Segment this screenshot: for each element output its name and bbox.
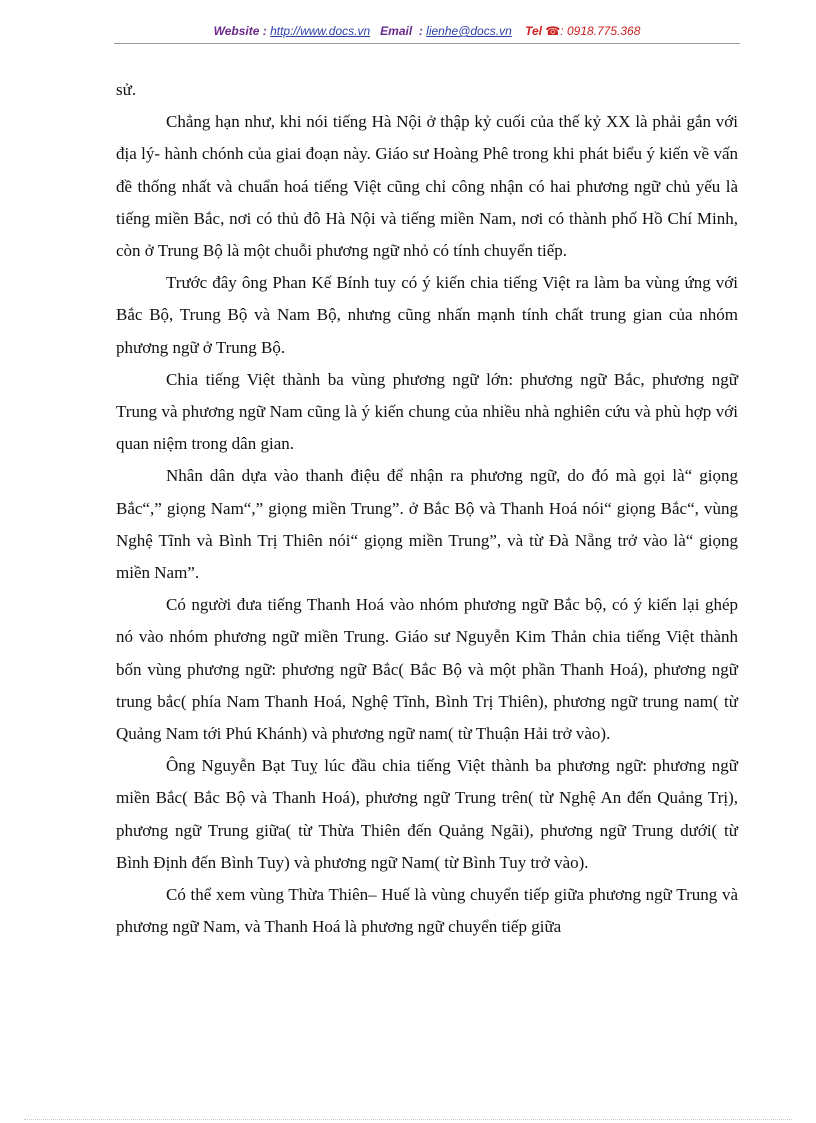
email-separator: : (418, 24, 423, 38)
paragraph: Ông Nguyễn Bạt Tuỵ lúc đầu chia tiếng Việt thành ba phương ngữ: phương ngữ miền Bắc( Bắc Bộ và Thanh Hoá), phương ngữ Trung trên( từ Nghệ An đến Quảng Trị), phương ngữ Trung giữa( từ Thừa Thiên đến Quảng Ngãi), phương ngữ Trung dưới( từ Bình Định đến Bình Tuy) và phương ngữ Nam( từ Bình Tuy trở vào). (116, 756, 738, 872)
paragraph: Chia tiếng Việt thành ba vùng phương ngữ lớn: phương ngữ Bắc, phương ngữ Trung và phương ngữ Nam cũng là ý kiến chung của nhiều nhà nghiên cứu và phù hợp với quan niệm trong dân gian. (116, 369, 738, 454)
header-divider (114, 43, 740, 44)
tel-label: Tel (525, 24, 542, 38)
paragraph: Trước đây ông Phan Kế Bính tuy có ý kiến chia tiếng Việt ra làm ba vùng ứng với Bắc Bộ, Trung Bộ và Nam Bộ, nhưng cũng nhấn mạnh tính chất trung gian của nhóm phương ngữ ở Trung Bộ. (116, 273, 738, 357)
page-bottom-border (24, 1119, 792, 1120)
paragraph: Có người đưa tiếng Thanh Hoá vào nhóm phương ngữ Bắc bộ, có ý kiến lại ghép nó vào nhóm phương ngữ miền Trung. Giáo sư Nguyễn Kim Thản chia tiếng Việt thành bốn vùng phương ngữ: phương ngữ Bắc( Bắc Bộ và một phần Thanh Hoá), phương ngữ trung bắc( phía Nam Thanh Hoá, Nghệ Tĩnh, Bình Trị Thiên), phương ngữ trung nam( từ Quảng Nam tới Phú Khánh) và phương ngữ nam( từ Thuận Hải trở vào). (116, 595, 738, 744)
paragraph: Nhân dân dựa vào thanh điệu để nhận ra phương ngữ, do đó mà gọi là“ giọng Bắc“,” giọng Nam“,” giọng miền Trung”. ở Bắc Bộ và Thanh Hoá nói“ giọng Bắc“, vùng Nghệ Tĩnh và Bình Trị Thiên nói“ giọng miền Trung”, và từ Đà Nẵng trở vào là“ giọng miền Nam”. (116, 466, 738, 583)
email-label: Email (380, 24, 413, 38)
email-link[interactable]: lienhe@docs.vn (426, 24, 512, 38)
phone-number: : 0918.775.368 (560, 24, 641, 38)
document-body (116, 74, 738, 943)
website-link[interactable]: http://www.docs.vn (270, 24, 371, 38)
page-header (114, 24, 740, 38)
phone-icon: ☎ (545, 24, 561, 38)
website-label: Website : (213, 24, 267, 38)
paragraph: Có thể xem vùng Thừa Thiên– Huế là vùng chuyển tiếp giữa phương ngữ Trung và phương ngữ Nam, và Thanh Hoá là phương ngữ chuyển tiếp giữa (116, 885, 738, 937)
paragraph: Chẳng hạn như, khi nói tiếng Hà Nội ở thập kỷ cuối của thế kỷ XX là phải gắn với địa lý- hành chónh của giai đoạn này. Giáo sư Hoàng Phê trong khi phát biểu ý kiến về vấn đề thống nhất và chuẩn hoá tiếng Việt cũng chỉ công nhận có hai phương ngữ chủ yếu là tiếng miền Bắc, nơi có thủ đô Hà Nội và tiếng miền Nam, nơi có thành phố Hồ Chí Minh, còn ở Trung Bộ là một chuỗi phương ngữ nhỏ có tính chuyển tiếp. (116, 112, 738, 261)
paragraph-continuation: sử. (116, 80, 137, 99)
